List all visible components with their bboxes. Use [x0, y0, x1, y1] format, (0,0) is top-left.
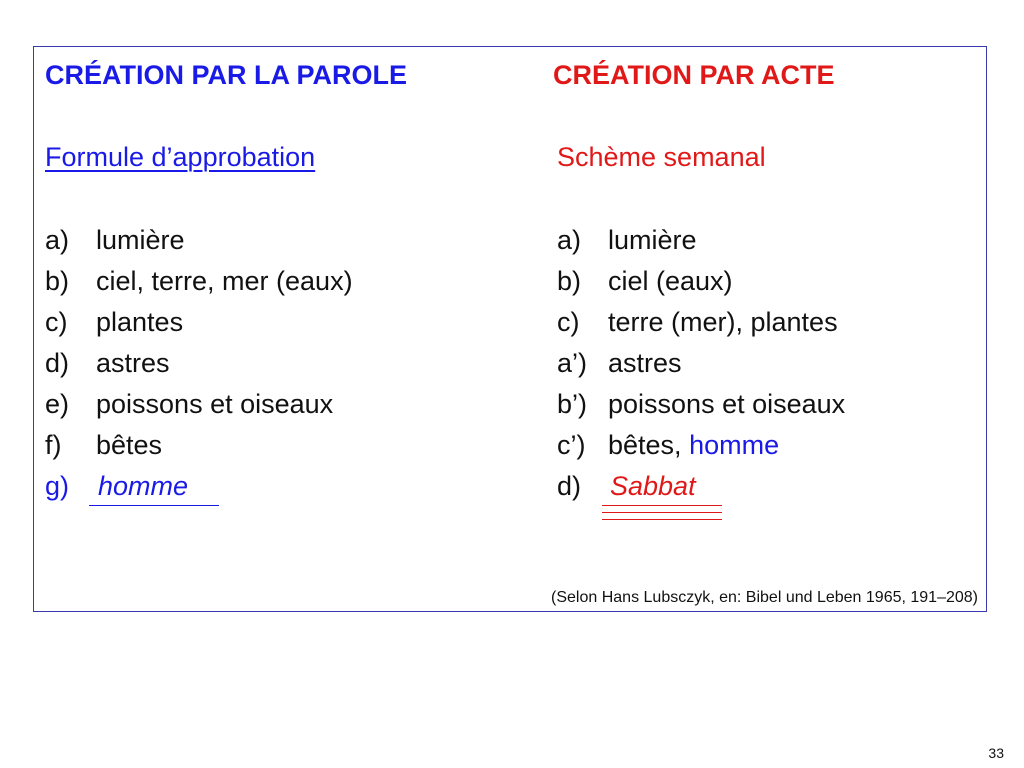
left-item-marker: f)	[45, 430, 62, 460]
right-item-text: astres	[608, 348, 682, 378]
left-item-text: plantes	[96, 307, 184, 337]
right-item-text: poissons et oiseaux	[608, 389, 846, 419]
left-item-marker: a)	[45, 225, 70, 255]
left-item-text-homme: homme	[98, 471, 189, 501]
left-item-text: poissons et oiseaux	[96, 389, 334, 419]
citation: (Selon Hans Lubsczyk, en: Bibel und Leben 1965, 191–208)	[551, 589, 978, 606]
left-item-marker: d)	[45, 348, 70, 378]
right-item-marker: a)	[557, 225, 582, 255]
right-item-text-homme: homme	[689, 430, 780, 460]
right-item-text-betes: bêtes,	[608, 430, 690, 460]
right-item-text: terre (mer), plantes	[608, 307, 838, 337]
right-item-marker: b’)	[557, 389, 588, 419]
left-item-marker: c)	[45, 307, 68, 337]
left-item-text: lumière	[96, 225, 185, 255]
page-number: 33	[988, 745, 1004, 761]
left-item-marker: g)	[45, 471, 70, 501]
left-item-text: bêtes	[96, 430, 163, 460]
homme-underline	[89, 505, 219, 506]
right-item-marker: b)	[557, 266, 582, 296]
right-item-text: ciel (eaux)	[608, 266, 733, 296]
left-item-text: astres	[96, 348, 170, 378]
right-item-marker: a’)	[557, 348, 588, 378]
right-heading: CRÉATION PAR ACTE	[553, 60, 835, 90]
right-item-text	[608, 432, 779, 459]
right-item-text: lumière	[608, 225, 697, 255]
left-subheading: Formule d’approbation	[45, 142, 316, 172]
right-item-marker: d)	[557, 471, 582, 501]
sabbat-underline-1	[602, 505, 722, 506]
left-item-marker: b)	[45, 266, 70, 296]
sabbat-underline-3	[602, 519, 722, 520]
right-item-marker: c)	[557, 307, 580, 337]
right-subheading: Schème semanal	[557, 142, 766, 172]
left-item-text: ciel, terre, mer (eaux)	[96, 266, 353, 296]
left-heading: CRÉATION PAR LA PAROLE	[45, 60, 407, 90]
left-item-marker: e)	[45, 389, 70, 419]
right-item-marker: c’)	[557, 430, 586, 460]
sabbat-underline-2	[602, 512, 722, 513]
right-item-text-sabbat: Sabbat	[610, 471, 696, 501]
